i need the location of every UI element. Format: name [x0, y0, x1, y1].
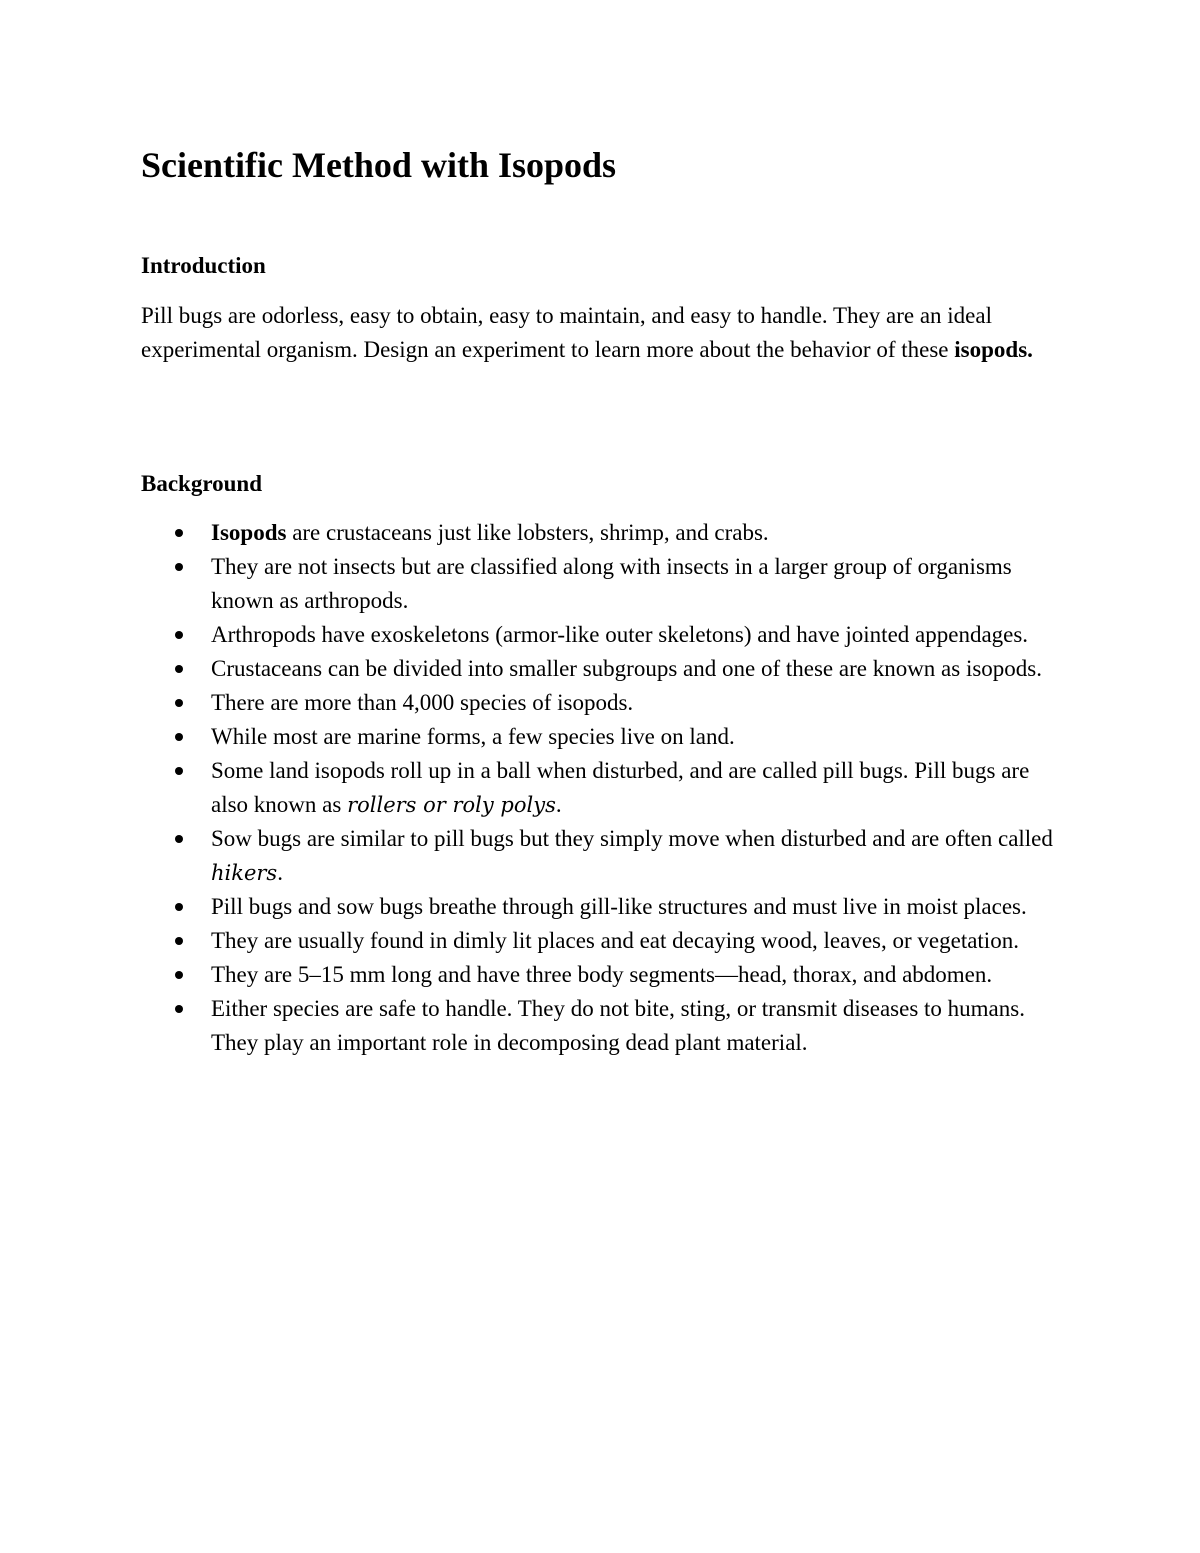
list-item — [141, 822, 1071, 890]
list-item — [141, 992, 1071, 1060]
list-item — [141, 754, 1071, 822]
bullet-italic-term: hikers — [211, 861, 278, 885]
bullet-icon — [175, 665, 183, 673]
bullet-text: Sow bugs are similar to pill bugs but they simply move when disturbed and are often called — [211, 826, 1053, 851]
introduction-heading: Introduction — [141, 253, 266, 278]
list-item — [141, 890, 1071, 924]
list-item — [141, 550, 1071, 618]
bullet-icon — [175, 1005, 183, 1013]
bullet-text: Arthropods have exoskeletons (armor-like outer skeletons) and have jointed appendages. — [211, 622, 1029, 647]
bullet-text: Either species are safe to handle. They do not bite, sting, or transmit diseases to humans. They play an important role in decomposing dead plant material. — [211, 996, 1025, 1055]
document-title: Scientific Method with Isopods — [141, 145, 617, 185]
bullet-icon — [175, 937, 183, 945]
list-item — [141, 652, 1071, 686]
introduction-paragraph — [141, 299, 1061, 367]
background-heading: Background — [141, 471, 263, 496]
bullet-icon — [175, 903, 183, 911]
bullet-icon — [175, 563, 183, 571]
introduction-bold-term: isopods. — [954, 337, 1033, 362]
bullet-text: They are not insects but are classified along with insects in a larger group of organisms known as arthropods. — [211, 554, 1012, 613]
bullet-icon — [175, 699, 183, 707]
bullet-text: They are 5–15 mm long and have three body segments—head, thorax, and abdomen. — [211, 962, 993, 987]
bullet-icon — [175, 835, 183, 843]
list-item — [141, 686, 1071, 720]
bullet-italic-term: rollers or roly polys — [347, 793, 556, 817]
introduction-text: Pill bugs are odorless, easy to obtain, easy to maintain, and easy to handle. They are an ideal experimental organism. Design an experiment to learn more about the behavior of these — [141, 303, 992, 362]
bullet-text: There are more than 4,000 species of isopods. — [211, 690, 634, 715]
list-item — [141, 618, 1071, 652]
list-item — [141, 958, 1071, 992]
bullet-icon — [175, 971, 183, 979]
bullet-text: Some land isopods roll up in a ball when disturbed, and are called pill bugs. Pill bugs are also known as — [211, 758, 1030, 817]
list-item — [141, 516, 1071, 550]
background-list — [141, 516, 1071, 1060]
list-item — [141, 924, 1071, 958]
bullet-icon — [175, 733, 183, 741]
bullet-bold-term: Isopods — [211, 520, 287, 545]
bullet-text: Crustaceans can be divided into smaller subgroups and one of these are known as isopods. — [211, 656, 1042, 681]
bullet-text: They are usually found in dimly lit places and eat decaying wood, leaves, or vegetation. — [211, 928, 1019, 953]
bullet-text-end: . — [555, 792, 562, 817]
list-item — [141, 720, 1071, 754]
bullet-text: While most are marine forms, a few species live on land. — [211, 724, 735, 749]
bullet-icon — [175, 631, 183, 639]
bullet-icon — [175, 529, 183, 537]
bullet-text: Pill bugs and sow bugs breathe through gill-like structures and must live in moist places. — [211, 894, 1027, 919]
bullet-text: are crustaceans just like lobsters, shrimp, and crabs. — [286, 520, 769, 545]
bullet-icon — [175, 767, 183, 775]
bullet-text-end: . — [277, 860, 283, 885]
